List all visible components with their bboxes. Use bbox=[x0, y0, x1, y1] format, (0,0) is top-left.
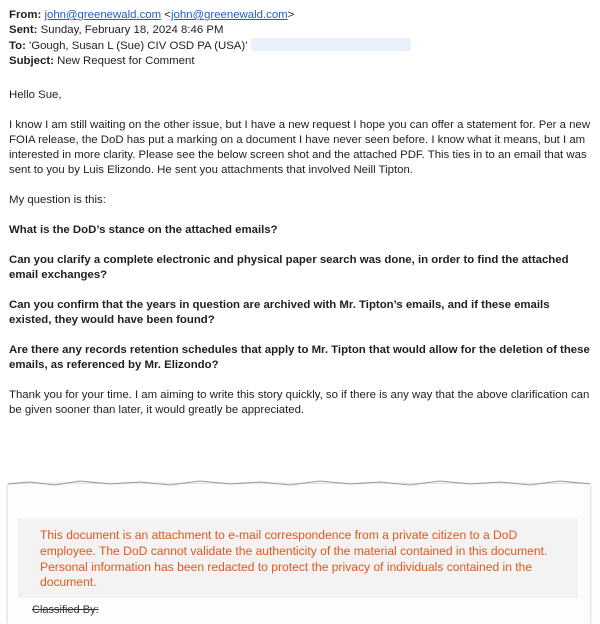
redacted-address bbox=[251, 38, 411, 51]
question-intro: My question is this: bbox=[9, 194, 106, 206]
sent-value: Sunday, February 18, 2024 8:46 PM bbox=[40, 24, 224, 36]
question-3: Can you confirm that the years in question are archived with Mr. Tipton’s emails, and if these emails existed, they would have been found? bbox=[9, 299, 550, 326]
to-line bbox=[9, 38, 594, 54]
closing-paragraph: Thank you for your time. I am aiming to write this story quickly, so if there is any way that the above clarification can be given sooner than later, it would greatly be appreciated. bbox=[9, 389, 590, 416]
email-message bbox=[9, 8, 594, 418]
sent-label: Sent: bbox=[9, 24, 38, 36]
from-line: From: john@greenewald.com <john@greenewald.com> bbox=[9, 9, 295, 21]
question-2: Can you clarify a complete electronic and physical paper search was done, in order to find the attached email exchanges? bbox=[9, 254, 569, 281]
torn-edge bbox=[0, 470, 600, 490]
subject-value: New Request for Comment bbox=[57, 55, 195, 67]
from-label: From: bbox=[9, 9, 42, 21]
to-label: To: bbox=[9, 40, 26, 52]
from-email-link[interactable]: john@greenewald.com bbox=[44, 9, 162, 21]
classified-by-label: Classified By: bbox=[32, 604, 99, 616]
question-4: Are there any records retention schedules that apply to Mr. Tipton that would allow for the deletion of these emails, as referenced by Mr. Elizondo? bbox=[9, 344, 590, 371]
subject-label: Subject: bbox=[9, 55, 54, 67]
authenticity-notice: This document is an attachment to e-mail correspondence from a private citizen to a DoD employee. The DoD cannot validate the authenticity of the material contained in this document. Personal information has been redacted to protect the privacy of individuals contained in the document. bbox=[40, 528, 548, 590]
sent-line bbox=[9, 23, 594, 38]
subject-line bbox=[9, 54, 594, 69]
greeting: Hello Sue, bbox=[9, 89, 62, 101]
to-value: 'Gough, Susan L (Sue) CIV OSD PA (USA)' bbox=[29, 40, 248, 52]
paragraph-intro: I know I am still waiting on the other issue, but I have a new request I hope you can offer a statement for. Per a new FOIA release, the DoD has put a marking on a document I have never seen before. I know what it means, but I am interested in more clarity. Please see the below screen shot and the attached PDF. This ties in to an email that was sent to you by Luis Elizondo. He sent you attachments that involved Neill Tipton. bbox=[9, 119, 591, 176]
question-1: What is the DoD’s stance on the attached emails? bbox=[9, 224, 278, 236]
from-email-bracket-link[interactable]: john@greenewald.com bbox=[170, 9, 288, 21]
